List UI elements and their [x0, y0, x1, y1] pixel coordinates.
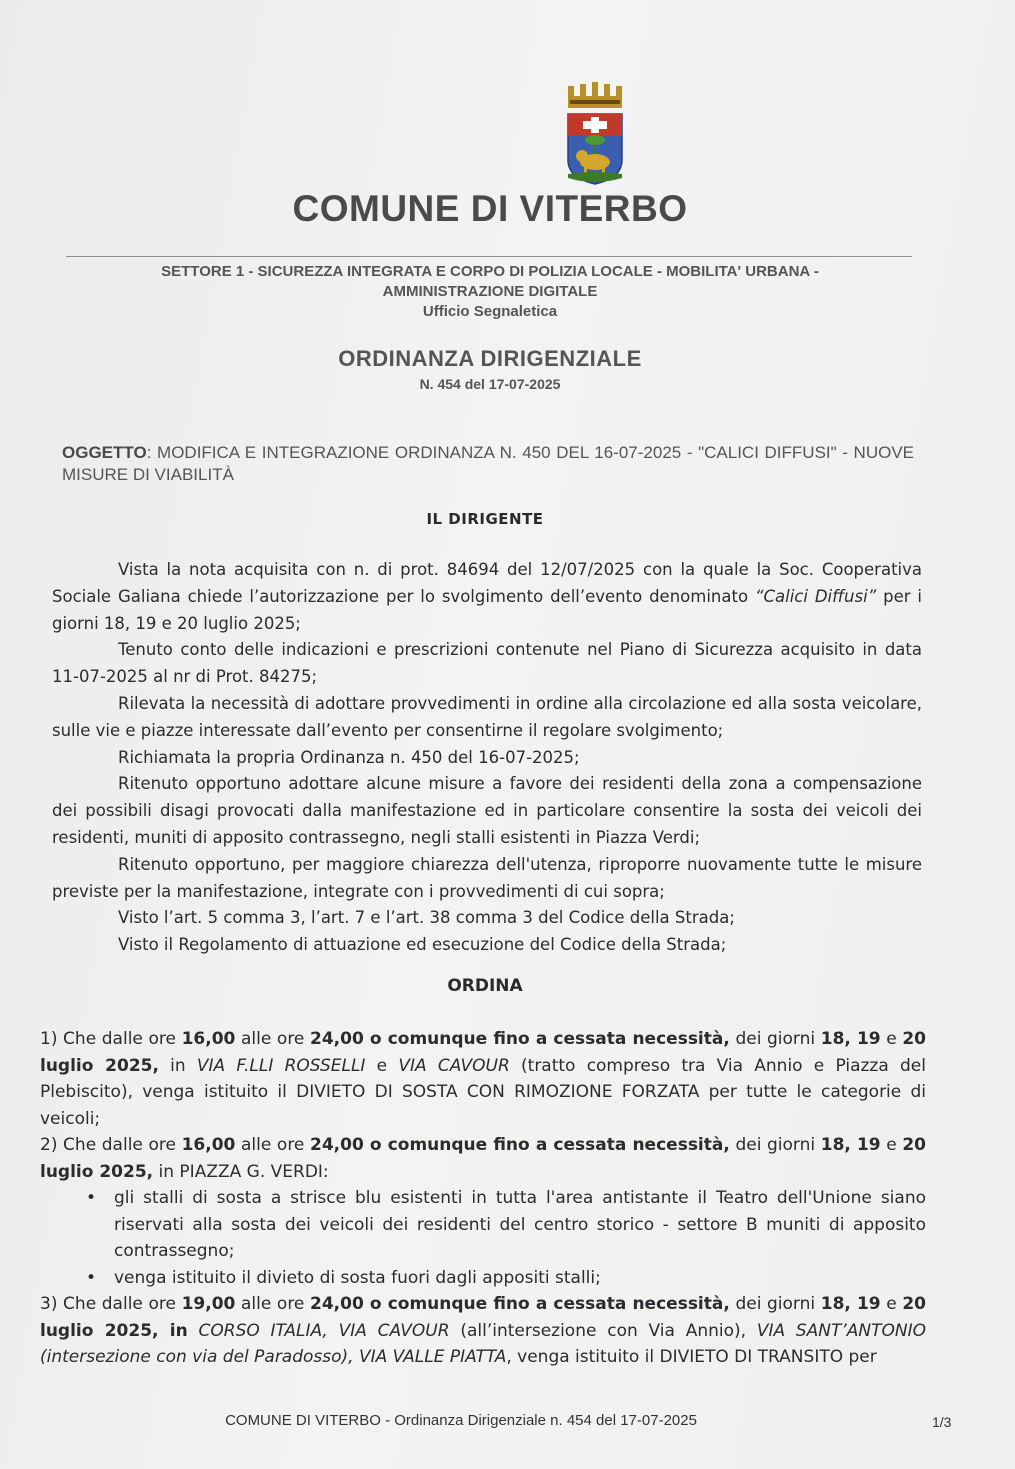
- order-3-start-time: 19,00: [181, 1294, 236, 1314]
- premise-2: Tenuto conto delle indicazioni e prescrizioni contenute nel Piano di Sicurezza acquisito in data 11-07-2025 al nr di Prot. 84275;: [52, 640, 922, 687]
- ordinance-number: N. 454 del 17-07-2025: [419, 376, 561, 392]
- order-1-start-time: 16,00: [181, 1029, 236, 1049]
- order-1-part: (tratto compreso tra Via Annio e Piazza del Plebiscito), venga istituito il DIVIETO DI SOSTA CON RIMOZIONE FORZATA per tutte le categorie di veicoli;: [40, 1055, 926, 1129]
- event-name: “Calici Diffusi”: [754, 586, 877, 606]
- order-3-street: CORSO ITALIA, VIA CAVOUR: [198, 1320, 450, 1341]
- premise-6: Ritenuto opportuno, per maggiore chiarezza dell'utenza, riproporre nuovamente tutte le misure previste per la manifestazione, integrate con i provvedimenti di cui sopra;: [52, 854, 922, 901]
- subject-label: OGGETTO: [62, 443, 147, 462]
- premise-3: Rilevata la necessità di adottare provvedimenti in ordine alla circolazione ed alla sosta veicolare, sulle vie e piazze interessate dall’evento per consentirne il regolare svolgimento;: [52, 693, 922, 740]
- header-divider: [66, 256, 912, 257]
- premise-1-dates: per i giorni 18, 19 e 20 luglio 2025;: [52, 586, 923, 633]
- order-3-part: [188, 1321, 199, 1341]
- order-1-part: in: [158, 1055, 197, 1076]
- order-1: [40, 1026, 926, 1132]
- order-3-part: alle ore: [235, 1294, 311, 1314]
- order-1-part: e: [880, 1029, 903, 1049]
- order-1-part: e: [365, 1055, 399, 1076]
- premises: [52, 557, 922, 959]
- il-dirigente-heading: IL DIRIGENTE: [426, 510, 544, 528]
- order-1-days: 18, 19: [820, 1029, 881, 1049]
- order-1-part: dei giorni: [729, 1029, 821, 1049]
- order-3-part: 3) Che dalle ore: [40, 1294, 182, 1314]
- order-2-part: alle ore: [235, 1135, 311, 1155]
- premise-1-text: Vista la nota acquisita con n. di prot. 84694 del 12/07/2025 con la quale la Soc. Cooperativa Sociale Galiana chiede l’autorizzazione per lo svolgimento dell’evento denominato: [52, 560, 922, 606]
- order-2-date: 20 luglio 2025,: [40, 1135, 926, 1182]
- order-3-part: (all’intersezione con Via Annio),: [449, 1320, 757, 1341]
- order-2-part: dei giorni: [729, 1135, 821, 1155]
- ordinance-title: ORDINANZA DIRIGENZIALE: [338, 346, 642, 371]
- premise-8: Visto il Regolamento di attuazione ed esecuzione del Codice della Strada;: [118, 935, 727, 955]
- order-1-street: VIA F.LLI ROSSELLI: [196, 1055, 366, 1076]
- order-1-date: 20 luglio 2025,: [40, 1029, 926, 1076]
- order-3-date: 20 luglio 2025, in: [40, 1294, 926, 1341]
- order-2-bullet-1: • gli stalli di sosta a strisce blu esistenti in tutta l'area antistante il Teatro dell'Unione siano riservati alla sosta dei veicoli dei residenti del centro storico - settore B muniti di apposito contrassegno;: [40, 1185, 926, 1265]
- premise-4: Richiamata la propria Ordinanza n. 450 del 16-07-2025;: [118, 747, 580, 767]
- order-3-street: VIA SANT’ANTONIO (intersezione con via del Paradosso), VIA VALLE PIATTA: [40, 1320, 927, 1367]
- subject-text: : MODIFICA E INTEGRAZIONE ORDINANZA N. 450 DEL 16-07-2025 - "CALICI DIFFUSI" - NUOVE MISURE DI VIABILITÀ: [62, 443, 914, 484]
- page-footer: COMUNE DI VITERBO - Ordinanza Dirigenziale n. 454 del 17-07-2025: [225, 1412, 697, 1429]
- order-2-start-time: 16,00: [181, 1135, 236, 1155]
- ordina-heading: ORDINA: [447, 976, 523, 996]
- sector-line-1: SETTORE 1 - SICUREZZA INTEGRATA E CORPO DI POLIZIA LOCALE - MOBILITA' URBANA -: [161, 263, 819, 280]
- municipality-title: COMUNE DI VITERBO: [292, 188, 688, 229]
- order-2-days: 18, 19: [820, 1135, 881, 1155]
- premise-7: Visto l’art. 5 comma 3, l’art. 7 e l’art. 38 comma 3 del Codice della Strada;: [118, 908, 735, 928]
- order-2-end-time: 24,00 o comunque fino a cessata necessità,: [310, 1135, 730, 1155]
- coat-of-arms-logo: [562, 82, 628, 186]
- office-name: Ufficio Segnaletica: [422, 303, 558, 320]
- subject: [62, 442, 914, 486]
- order-3-part: e: [880, 1294, 903, 1314]
- order-1-end-time: 24,00 o comunque fino a cessata necessità,: [310, 1029, 730, 1049]
- order-2-bullet-2: • venga istituito il divieto di sosta fuori dagli appositi stalli;: [40, 1265, 926, 1292]
- order-3-part: , venga istituito il DIVIETO DI TRANSITO per: [506, 1347, 877, 1367]
- sector-header: [0, 262, 980, 322]
- premise-1: [52, 557, 922, 637]
- order-3: [40, 1291, 926, 1371]
- order-2-part: e: [880, 1135, 903, 1155]
- page-number: 1/3: [932, 1414, 952, 1430]
- order-2: [40, 1132, 926, 1185]
- order-3-days: 18, 19: [820, 1294, 881, 1314]
- order-1-street: VIA CAVOUR: [398, 1055, 510, 1076]
- sector-line-2: AMMINISTRAZIONE DIGITALE: [382, 283, 598, 300]
- order-3-part: dei giorni: [729, 1294, 821, 1314]
- order-2-part: 2) Che dalle ore: [40, 1135, 182, 1155]
- order-2-part: in PIAZZA G. VERDI:: [153, 1161, 329, 1182]
- order-1-part: alle ore: [235, 1029, 311, 1049]
- orders: [40, 1026, 926, 1371]
- order-1-part: 1) Che dalle ore: [40, 1029, 182, 1049]
- order-3-end-time: 24,00 o comunque fino a cessata necessità,: [310, 1294, 730, 1314]
- premise-5: Ritenuto opportuno adottare alcune misure a favore dei residenti della zona a compensazione dei possibili disagi provocati dalla manifestazione ed in particolare consentire la sosta dei veicoli dei residenti, muniti di apposito contrassegno, negli stalli esistenti in Piazza Verdi;: [52, 774, 922, 847]
